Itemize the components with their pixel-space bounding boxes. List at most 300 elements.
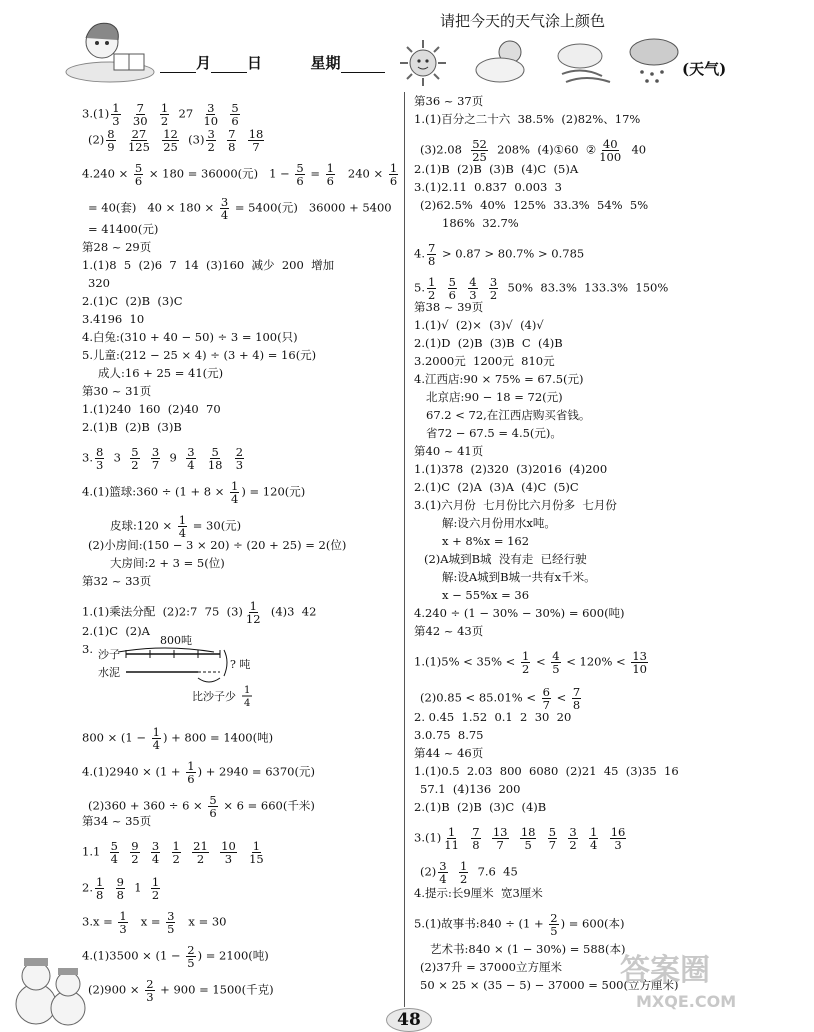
numerator: 9	[131, 839, 139, 853]
fraction	[549, 912, 558, 937]
numerator: 3	[220, 195, 229, 209]
denominator: 7	[548, 838, 557, 853]
answer-text	[221, 107, 228, 121]
answer-text	[438, 281, 445, 295]
answer-text: 成人:16 + 25 = 41(元)	[98, 366, 224, 380]
answer-text	[559, 831, 566, 845]
fraction	[220, 840, 237, 865]
numerator: 52	[472, 137, 487, 151]
denominator: 2	[196, 852, 205, 867]
answer-text	[121, 845, 128, 859]
answer-text: 1.1	[82, 844, 108, 859]
fraction	[186, 760, 195, 785]
fraction	[443, 826, 460, 851]
answer-line	[88, 540, 346, 552]
answer-line	[414, 276, 668, 301]
denominator: 3	[469, 288, 477, 303]
answer-text: (4)3 42	[263, 604, 317, 619]
denominator: 2	[160, 114, 169, 129]
fraction	[248, 840, 265, 865]
answer-text: = 5400(元) 36000 + 5400	[231, 200, 392, 215]
denominator: 2	[207, 140, 215, 155]
numerator: 8	[95, 445, 104, 459]
fraction	[130, 840, 139, 865]
answer-line	[88, 278, 110, 290]
rain-icon[interactable]	[628, 34, 682, 86]
denominator: 125	[127, 140, 150, 155]
answer-text	[480, 281, 487, 295]
denominator: 5	[187, 956, 195, 971]
answer-line	[82, 102, 242, 127]
answer-line	[420, 138, 646, 163]
numerator: 7	[228, 127, 236, 141]
answer-text: 9	[162, 450, 185, 465]
answer-line	[82, 242, 151, 254]
answer-line	[420, 200, 648, 212]
denominator: 4	[187, 458, 195, 473]
denominator: 3	[614, 838, 622, 853]
answer-text	[511, 831, 518, 845]
answer-text: x + 8%x = 162	[442, 534, 530, 548]
denominator: 2	[151, 888, 160, 903]
windy-icon[interactable]	[552, 36, 618, 88]
denominator: 8	[472, 838, 480, 853]
page-number: 48	[386, 1008, 432, 1032]
numerator: 3	[187, 445, 195, 459]
answer-text: ) = 120(元)	[241, 484, 306, 499]
fraction	[235, 446, 244, 471]
answer-line	[414, 500, 617, 512]
fraction	[568, 826, 577, 851]
answer-text: 1.(1)8 5 (2)6 7 14 (3)160 减少 200 增加	[82, 258, 335, 272]
answer-text: 第30 ~ 31页	[82, 384, 152, 398]
denominator: 2	[131, 458, 139, 473]
answer-line	[426, 410, 590, 422]
answer-text: 1.(1)0.5 2.03 800 6080 (2)21 45 (3)35 16	[414, 764, 679, 778]
answer-line	[430, 944, 625, 956]
fraction	[134, 162, 143, 187]
denominator: 2	[489, 288, 498, 303]
answer-text: 3.(1)	[82, 106, 110, 121]
answer-text: 2.	[82, 880, 93, 895]
answer-text: 7.6 45	[470, 864, 518, 879]
answer-line	[414, 712, 571, 724]
fraction	[427, 242, 436, 267]
answer-text: 4.提示:长9厘米 宽3厘米	[414, 886, 543, 900]
numerator: 21	[193, 839, 208, 853]
denominator: 10	[632, 662, 647, 677]
column-divider	[404, 92, 405, 1007]
answer-line	[82, 386, 151, 398]
fraction	[489, 276, 498, 301]
answer-text: 1.(1)√ (2)× (3)√ (4)√	[414, 318, 544, 332]
answer-line	[82, 314, 144, 326]
answer-text: 5.(1)故事书:840 ÷ (1 +	[414, 916, 548, 931]
numerator: 1	[389, 161, 398, 175]
answer-text	[580, 831, 587, 845]
answer-line	[414, 766, 679, 778]
answer-text	[198, 451, 205, 465]
denominator: 2	[427, 288, 436, 303]
fraction	[106, 128, 115, 153]
answer-line	[442, 572, 596, 584]
answer-line	[414, 302, 483, 314]
answer-line	[414, 888, 543, 900]
answer-text: 240 ×	[336, 166, 387, 181]
numerator: 13	[632, 649, 647, 663]
answer-line	[98, 368, 223, 380]
numerator: 5	[296, 161, 304, 175]
fraction	[95, 876, 104, 901]
denominator: 2	[521, 662, 530, 677]
fraction	[471, 138, 488, 163]
numerator: 18	[520, 825, 536, 839]
numerator: 3	[207, 101, 215, 115]
denominator: 8	[116, 888, 124, 903]
answer-text	[450, 865, 457, 879]
answer-text: (2)小房间:(150 − 3 × 20) ÷ (20 + 25) = 2(位)	[88, 538, 347, 552]
answer-text: 解:设A城到B城一共有x千米。	[442, 570, 596, 584]
fraction	[127, 128, 151, 153]
answer-text: (2)37升 = 37000立方厘米	[420, 960, 562, 974]
numerator: 6	[542, 685, 550, 699]
fraction	[145, 978, 154, 1003]
diagram-top-label: 800吨	[160, 634, 192, 647]
answer-text: =	[306, 166, 324, 181]
fraction	[230, 102, 239, 127]
answer-text: 解:设六月份用水x吨。	[442, 516, 556, 530]
numerator: 1	[151, 875, 160, 889]
denominator: 8	[572, 698, 581, 713]
answer-text: 40	[624, 142, 647, 157]
denominator: 2	[459, 872, 468, 887]
denominator: 7	[151, 458, 160, 473]
weather-instruction: 请把今天的天气涂上颜色	[440, 12, 606, 30]
fraction	[326, 162, 335, 187]
fraction	[427, 276, 436, 301]
answer-text	[538, 831, 545, 845]
fraction	[572, 686, 581, 711]
answer-line	[442, 518, 556, 530]
numerator: 1	[326, 161, 334, 175]
date-row	[160, 52, 385, 73]
numerator: 7	[427, 241, 436, 255]
answer-text	[462, 831, 469, 845]
numerator: 1	[119, 909, 127, 923]
denominator: 4	[220, 208, 229, 223]
numerator: 1	[249, 599, 257, 613]
answer-text: 2. 0.45 1.52 0.1 2 30 20	[414, 710, 572, 724]
answer-text: 4.(1)2940 × (1 +	[82, 764, 185, 779]
answer-text: (2)	[420, 864, 437, 879]
answer-text: 大房间:2 + 3 = 5(位)	[110, 556, 225, 570]
numerator: 10	[221, 839, 236, 853]
fraction	[178, 514, 187, 539]
numerator: 3	[207, 127, 215, 141]
denominator: 7	[496, 838, 504, 853]
answer-line	[414, 802, 546, 814]
numerator: 1	[231, 479, 239, 493]
answer-text: + 900 = 1500(千克)	[156, 982, 274, 997]
day-blank[interactable]	[211, 58, 247, 73]
numerator: 1	[112, 101, 120, 115]
answer-text	[123, 107, 130, 121]
answer-text	[153, 133, 160, 147]
answer-line	[420, 686, 583, 711]
answer-text: 3.(1)	[414, 830, 442, 845]
denominator: 12	[245, 612, 261, 627]
diagram-sand-label: 沙子	[98, 648, 120, 661]
answer-text: (2)0.85 < 85.01% <	[420, 690, 540, 705]
denominator: 6	[326, 174, 334, 189]
answer-line	[442, 218, 519, 230]
fraction	[207, 446, 224, 471]
fraction	[111, 102, 120, 127]
numerator: 1	[178, 513, 187, 527]
weekday-blank[interactable]	[341, 58, 385, 73]
answer-text: 4.(1)篮球:360 ÷ (1 + 8 ×	[82, 484, 229, 499]
answer-line	[414, 242, 584, 267]
answer-text: 3.2000元 1200元 810元	[414, 354, 555, 368]
answer-line	[414, 608, 625, 620]
denominator: 3	[146, 990, 154, 1005]
answer-text: (2)360 + 360 ÷ 6 ×	[88, 798, 207, 813]
fraction	[206, 128, 215, 153]
answer-line	[442, 536, 529, 548]
fraction	[610, 826, 627, 851]
answer-line	[82, 944, 269, 969]
answer-text: 1	[126, 880, 149, 895]
denominator: 4	[151, 852, 160, 867]
fraction	[227, 128, 236, 153]
answer-line	[414, 626, 483, 638]
answer-text: 1.(1)乘法分配 (2)2:7 75 (3)	[82, 604, 243, 619]
answer-text: 5.儿童:(212 − 25 × 4) ÷ (3 + 4) = 16(元)	[82, 348, 317, 362]
answer-text: (3)	[180, 132, 205, 147]
answer-line	[414, 164, 578, 176]
denominator: 6	[296, 174, 304, 189]
answer-text	[238, 133, 245, 147]
answer-text: 67.2 < 72,在江西店购买省钱。	[426, 408, 591, 422]
fraction	[152, 726, 161, 751]
fraction	[598, 138, 622, 163]
fraction	[151, 840, 160, 865]
numerator: 1	[252, 839, 261, 853]
fraction	[130, 446, 139, 471]
answer-text	[600, 831, 607, 845]
answer-text: 2.(1)C (2)B (3)C	[82, 294, 183, 308]
answer-line	[88, 196, 392, 221]
answer-text: 27	[171, 106, 201, 121]
answer-text: 1.(1)百分之二十六 38.5% (2)82%、17%	[414, 112, 641, 126]
answer-line	[414, 182, 562, 194]
answer-text: 2.(1)D (2)B (3)B C (4)B	[414, 336, 563, 350]
answer-text: < 120% <	[562, 654, 630, 669]
diagram-question-label: ? 吨	[230, 658, 251, 671]
answer-text	[483, 831, 490, 845]
answer-text: 2.(1)C (2)A (3)A (4)C (5)C	[414, 480, 579, 494]
answer-text: 1.(1)5% < 35% <	[414, 654, 519, 669]
answer-line	[414, 446, 483, 458]
answer-text: 50 × 25 × (35 − 5) − 37000 = 500(立方厘米)	[420, 978, 679, 992]
answer-line	[414, 912, 624, 937]
denominator: 6	[389, 174, 398, 189]
answer-text: (2)62.5% 40% 125% 33.3% 54% 5%	[420, 198, 649, 212]
denominator: 2	[569, 838, 577, 853]
answer-line	[88, 224, 158, 236]
denominator: 100	[599, 150, 622, 165]
answer-text: × 180 = 36000(元) 1 −	[145, 166, 294, 181]
answer-text	[118, 133, 125, 147]
answer-text	[151, 107, 158, 121]
answer-text: 2.(1)B (2)B (3)C (4)B	[414, 800, 547, 814]
numerator: 18	[248, 127, 264, 141]
answer-text: 50% 83.3% 133.3% 150%	[500, 280, 669, 295]
denominator: 5	[167, 922, 175, 937]
answer-line	[88, 978, 274, 1003]
answer-text: 3.	[82, 642, 93, 656]
denominator: 6	[187, 772, 195, 787]
answer-text: (2)A城到B城 没有走 已经行驶	[424, 552, 587, 566]
numerator: 1	[172, 839, 180, 853]
fraction	[468, 276, 477, 301]
answer-text: (2)900 ×	[88, 982, 144, 997]
fraction	[589, 826, 598, 851]
answer-text: 3.0.75 8.75	[414, 728, 484, 742]
denominator: 7	[542, 698, 550, 713]
fraction	[492, 826, 509, 851]
answer-line	[414, 114, 640, 126]
answer-line	[82, 840, 267, 865]
answer-text: 1.(1)378 (2)320 (3)2016 (4)200	[414, 462, 608, 476]
denominator: 4	[110, 852, 118, 867]
numerator: 3	[489, 275, 498, 289]
fraction	[548, 826, 557, 851]
answer-line	[414, 356, 555, 368]
numerator: 4	[552, 649, 560, 663]
answer-text: <	[532, 654, 550, 669]
denominator: 4	[590, 838, 598, 853]
fraction	[471, 826, 480, 851]
answer-text: 4.	[414, 246, 425, 261]
answer-text: 4.江西店:90 × 75% = 67.5(元)	[414, 372, 584, 386]
answer-text: 第44 ~ 46页	[414, 746, 484, 760]
denominator: 3	[235, 458, 244, 473]
month-label: 月	[196, 54, 212, 72]
answer-text: 2.(1)B (2)B (3)B	[82, 420, 182, 434]
answer-text	[183, 845, 190, 859]
answer-line	[424, 554, 587, 566]
denominator: 2	[172, 852, 180, 867]
answer-text: x − 55%x = 36	[442, 588, 530, 602]
weather-label: (天气)	[682, 60, 727, 78]
denominator: 30	[132, 114, 148, 129]
numerator: 3	[569, 825, 577, 839]
fraction	[160, 102, 169, 127]
fraction	[389, 162, 398, 187]
watermark-url: MXQE.COM	[636, 992, 737, 1011]
answer-text: (2)	[88, 132, 105, 147]
denominator: 8	[95, 888, 104, 903]
sun-icon[interactable]	[398, 38, 448, 88]
denominator: 3	[112, 114, 120, 129]
denominator: 11	[444, 838, 459, 853]
denominator: 9	[107, 140, 115, 155]
answer-line	[414, 650, 650, 675]
numerator: 7	[472, 825, 480, 839]
fraction	[132, 102, 149, 127]
fraction	[162, 128, 179, 153]
numerator: 13	[492, 825, 508, 839]
numerator: 2	[550, 911, 558, 925]
answer-text: 2.(1)C (2)A	[82, 624, 150, 638]
answer-text: 800 × (1 −	[82, 730, 150, 745]
numerator: 5	[209, 793, 217, 807]
numerator: 5	[231, 101, 239, 115]
numerator: 1	[187, 759, 195, 773]
answer-text: 第42 ~ 43页	[414, 624, 484, 638]
answer-line	[82, 446, 246, 471]
denominator: 3	[95, 458, 104, 473]
denominator: 4	[231, 492, 239, 507]
answer-line	[414, 748, 483, 760]
numerator: 1	[459, 859, 468, 873]
fraction	[520, 826, 537, 851]
answer-text	[142, 845, 149, 859]
denominator: 6	[134, 174, 143, 189]
answer-text	[106, 881, 113, 895]
answer-line	[426, 428, 562, 440]
fraction	[116, 876, 125, 901]
answer-line	[420, 962, 562, 974]
answer-text	[211, 845, 218, 859]
denominator: 25	[472, 150, 487, 165]
answer-text: 3	[106, 450, 129, 465]
denominator: 3	[119, 922, 127, 937]
denominator: 15	[249, 852, 264, 867]
numerator: 4	[469, 275, 477, 289]
fraction	[186, 944, 195, 969]
numerator: 1	[427, 275, 436, 289]
answer-text: = 30(元)	[189, 518, 242, 533]
fraction	[151, 876, 160, 901]
answer-line	[414, 96, 483, 108]
partly-cloudy-icon[interactable]	[470, 36, 536, 86]
answer-line	[414, 374, 584, 386]
numerator: 5	[211, 445, 219, 459]
month-blank[interactable]	[160, 58, 196, 73]
fraction	[542, 686, 551, 711]
fraction	[110, 840, 119, 865]
numerator: 3	[151, 445, 160, 459]
answer-text: x =	[129, 914, 165, 929]
answer-line	[414, 730, 484, 742]
fraction	[448, 276, 457, 301]
answer-text: = 40(套) 40 × 180 ×	[88, 200, 218, 215]
answer-line	[426, 392, 563, 404]
answer-text	[162, 845, 169, 859]
answer-text: 320	[88, 276, 110, 290]
answer-line	[414, 482, 579, 494]
answer-line	[82, 260, 334, 272]
answer-line	[420, 784, 520, 796]
answer-text: 186% 32.7%	[442, 216, 519, 230]
answer-text: > 0.87 > 80.7% > 0.785	[438, 246, 585, 261]
answer-line	[82, 760, 315, 785]
answer-line	[82, 480, 305, 505]
numerator: 1	[447, 825, 456, 839]
answer-text: 省72 − 67.5 = 4.5(元)。	[426, 426, 562, 440]
